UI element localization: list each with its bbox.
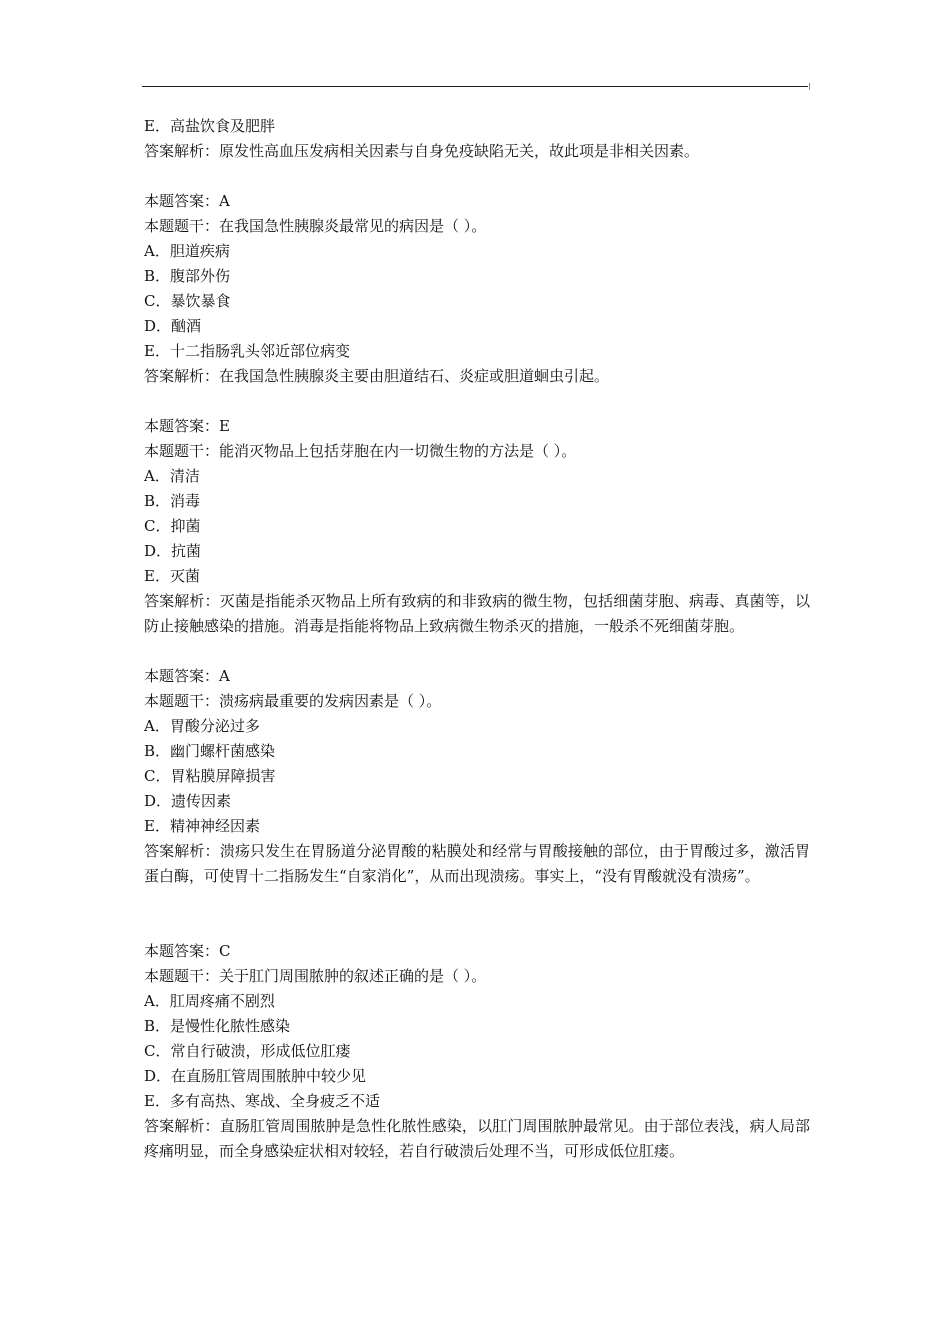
- option-e: E．精神神经因素: [144, 817, 260, 835]
- spacer: [144, 389, 810, 414]
- question-block: [144, 939, 810, 1164]
- question-answer: 本题答案：A: [144, 667, 230, 685]
- option-a: A．胆道疾病: [144, 242, 230, 260]
- answer-analysis: 答案解析：在我国急性胰腺炎主要由胆道结石、炎症或胆道蛔虫引起。: [144, 367, 610, 385]
- option-c: C．暴饮暴食: [144, 292, 231, 310]
- option-d: D．在直肠肛管周围脓肿中较少见: [144, 1067, 367, 1085]
- option-e: E．高盐饮食及肥胖: [144, 117, 275, 135]
- option-e: E．十二指肠乳头邻近部位病变: [144, 342, 350, 360]
- option-b: B．是慢性化脓性感染: [144, 1017, 291, 1035]
- answer-analysis: 答案解析：直肠肛管周围脓肿是急性化脓性感染，以肛门周围脓肿最常见。由于部位表浅，病人局部疼痛明显，而全身感染症状相对较轻，若自行破溃后处理不当，可形成低位肛瘘。: [144, 1117, 810, 1160]
- question-answer: 本题答案：A: [144, 192, 230, 210]
- document-body: [144, 114, 810, 1164]
- question-answer: 本题答案：E: [144, 417, 230, 435]
- answer-analysis: 答案解析：灭菌是指能杀灭物品上所有致病的和非致病的微生物，包括细菌芽胞、病毒、真菌等，以防止接触感染的措施。消毒是指能将物品上致病微生物杀灭的措施，一般杀不死细菌芽胞。: [144, 592, 810, 635]
- option-d: D．遗传因素: [144, 792, 232, 810]
- answer-analysis: 答案解析：溃疡只发生在胃肠道分泌胃酸的粘膜处和经常与胃酸接触的部位，由于胃酸过多，激活胃蛋白酶，可使胃十二指肠发生“自家消化”，从而出现溃疡。事实上，“没有胃酸就没有溃疡”。: [144, 842, 810, 885]
- question-stem: 本题题干：关于肛门周围脓肿的叙述正确的是（ ）。: [144, 967, 487, 985]
- option-b: B．腹部外伤: [144, 267, 231, 285]
- option-d: D．抗菌: [144, 542, 202, 560]
- option-e: E．灭菌: [144, 567, 200, 585]
- spacer: [144, 639, 810, 664]
- option-c: C．抑菌: [144, 517, 201, 535]
- header-rule: [142, 86, 808, 87]
- option-b: B．幽门螺杆菌感染: [144, 742, 276, 760]
- option-a: A．清洁: [144, 467, 200, 485]
- option-d: D．酗酒: [144, 317, 202, 335]
- option-c: C．胃粘膜屏障损害: [144, 767, 276, 785]
- option-b: B．消毒: [144, 492, 201, 510]
- spacer: [144, 889, 810, 939]
- question-stem: 本题题干：能消灭物品上包括芽胞在内一切微生物的方法是（ ）。: [144, 442, 577, 460]
- question-block: [144, 414, 810, 639]
- question-answer: 本题答案：C: [144, 942, 231, 960]
- question-stem: 本题题干：在我国急性胰腺炎最常见的病因是（ ）。: [144, 217, 487, 235]
- header-rule-tick: [809, 83, 810, 90]
- option-a: A．胃酸分泌过多: [144, 717, 260, 735]
- question-stem: 本题题干：溃疡病最重要的发病因素是（ ）。: [144, 692, 442, 710]
- answer-analysis: 答案解析：原发性高血压发病相关因素与自身免疫缺陷无关，故此项是非相关因素。: [144, 142, 700, 160]
- option-a: A．肛周疼痛不剧烈: [144, 992, 275, 1010]
- spacer: [144, 164, 810, 189]
- option-c: C．常自行破溃，形成低位肛瘘: [144, 1042, 351, 1060]
- question-block: [144, 189, 810, 389]
- option-e: E．多有高热、寒战、全身疲乏不适: [144, 1092, 380, 1110]
- question-block: [144, 664, 810, 889]
